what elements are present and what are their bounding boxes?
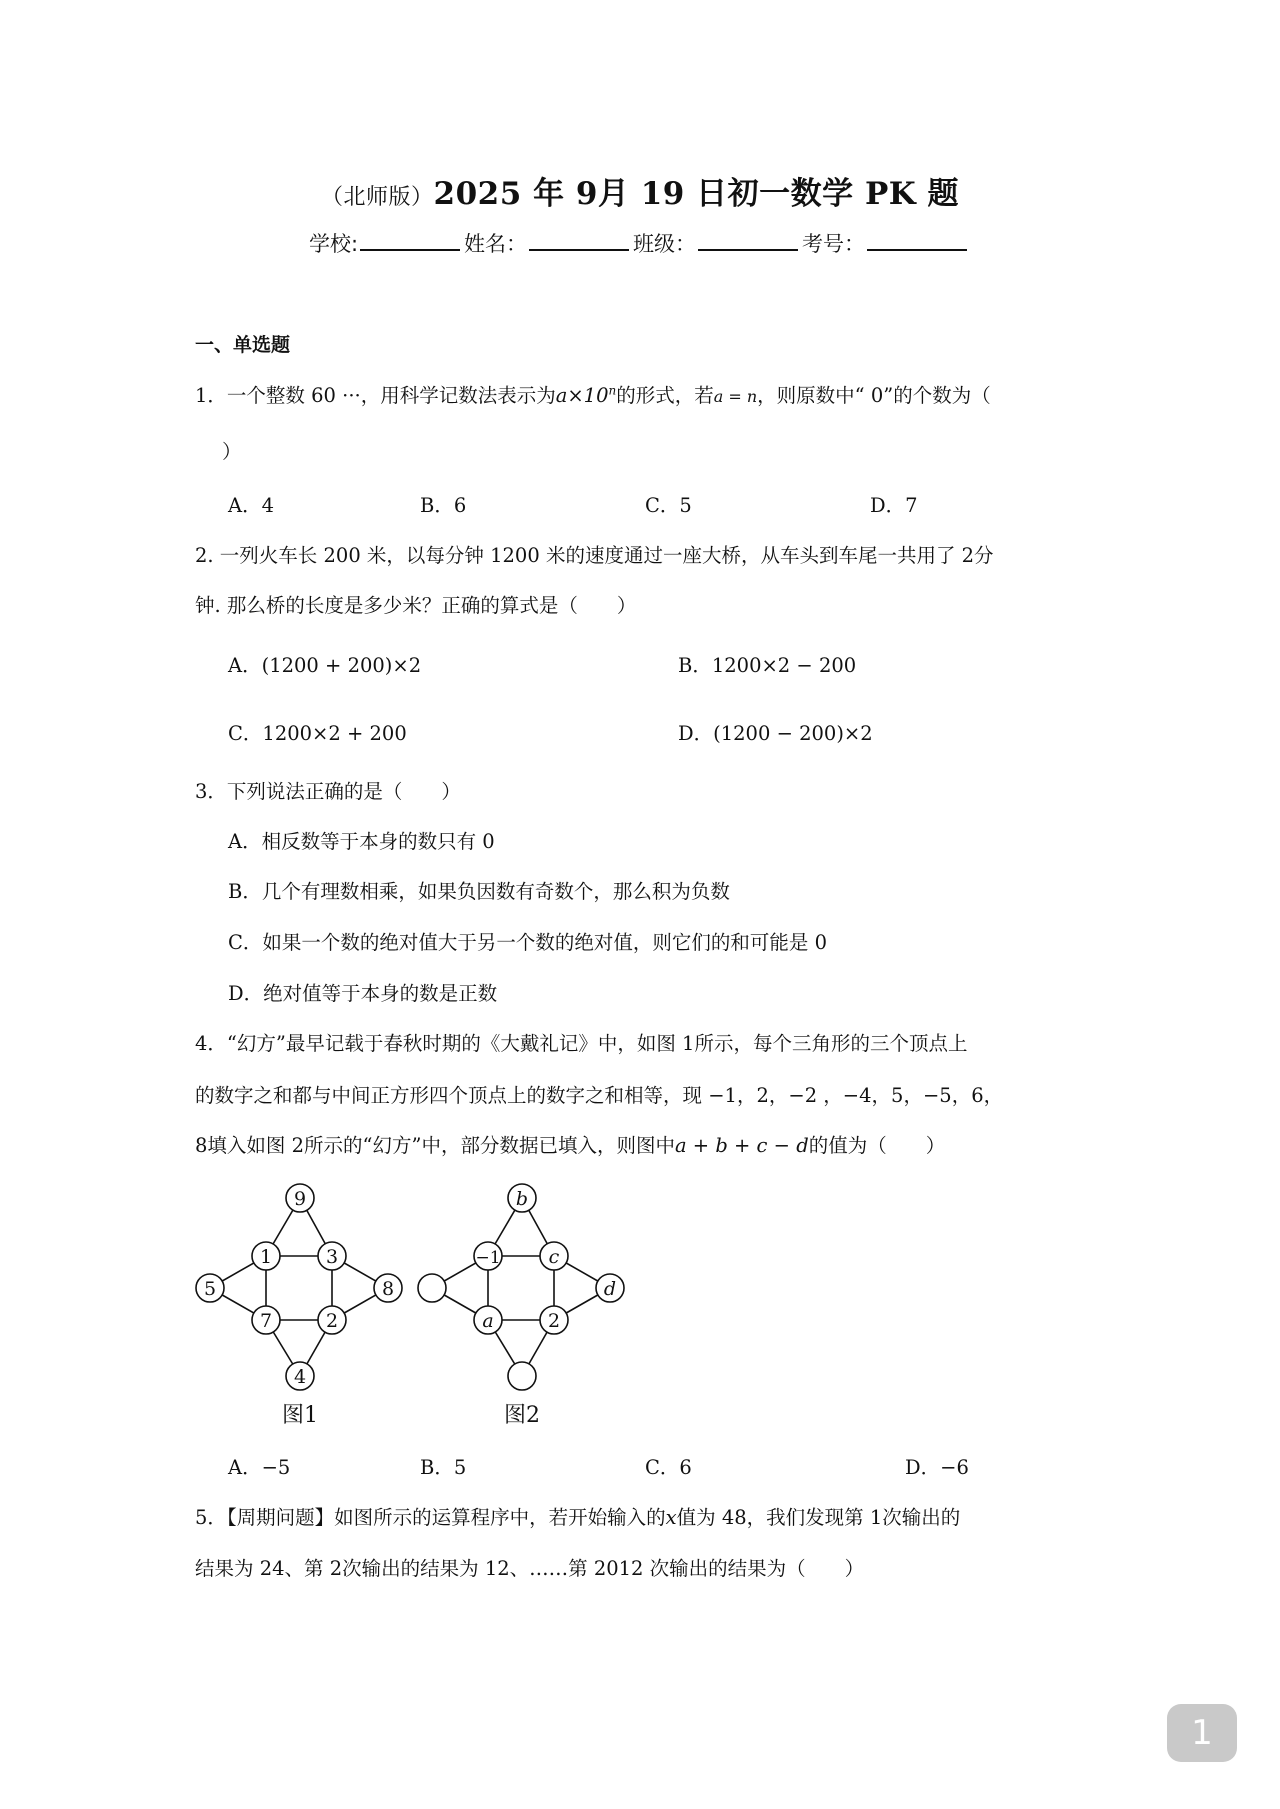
q2-option-c[interactable] — [228, 718, 407, 746]
q1-text-b: 的形式，若 — [616, 384, 714, 407]
q1-text-c: ，则原数中“ 0”的个数为（ — [757, 384, 991, 407]
q1-stem-line2: ） — [222, 440, 242, 463]
q2-option-c-expr: 1200×2 + 200 — [262, 722, 407, 745]
q4-option-b[interactable]: B．5 — [420, 1456, 467, 1479]
fig2-node-top: b — [515, 1188, 529, 1210]
class-label: 班级： — [633, 232, 697, 256]
fig1-node-lower-left: 7 — [259, 1310, 273, 1332]
fig1-node-top: 9 — [293, 1188, 307, 1210]
fig2-node-right: d — [603, 1278, 617, 1300]
fig1-node-upper-right: 3 — [325, 1246, 339, 1268]
q2-option-b-label: B． — [678, 654, 712, 677]
fig1-node-upper-left: 1 — [259, 1246, 273, 1268]
q5-text-b: 值为 48，我们发现第 1次输出的 — [676, 1506, 961, 1529]
q5-variable: x — [665, 1506, 677, 1529]
q3-option-d[interactable]: D．绝对值等于本身的数是正数 — [228, 982, 498, 1005]
fig1-caption: 图1 — [282, 1403, 318, 1428]
q3-option-b[interactable]: B．几个有理数相乘，如果负因数有奇数个，那么积为负数 — [228, 880, 730, 903]
q1-expr-sci: a×10 — [555, 384, 609, 407]
section-title: 一、单选题 — [195, 334, 291, 356]
q5-stem-line2: 结果为 24、第 2次输出的结果为 12、……第 2012 次输出的结果为（ ） — [195, 1557, 865, 1580]
q1-option-a[interactable]: A．4 — [228, 494, 274, 517]
q1-option-d[interactable]: D．7 — [870, 494, 918, 517]
page-number-badge[interactable]: 1 — [1167, 1704, 1237, 1762]
q5-stem-line1 — [195, 1502, 960, 1530]
q2-option-d[interactable] — [678, 718, 873, 746]
name-blank[interactable] — [529, 231, 629, 251]
fig2-nodes — [418, 1184, 624, 1390]
school-blank[interactable] — [360, 231, 460, 251]
fig1-node-bottom: 4 — [293, 1366, 307, 1388]
q4-stem-line1: 4．“幻方”最早记载于春秋时期的《大戴礼记》中，如图 1所示，每个三角形的三个顶点上 — [195, 1032, 968, 1055]
q3-stem: 3．下列说法正确的是（ ） — [195, 780, 461, 803]
q1-option-c[interactable]: C．5 — [645, 494, 692, 517]
q3-option-a[interactable]: A．相反数等于本身的数只有 0 — [228, 830, 495, 853]
q4-expr: a + b + c − d — [674, 1134, 809, 1157]
number-blank[interactable] — [867, 231, 967, 251]
q1-text-a: 1．一个整数 60 ···，用科学记数法表示为 — [195, 384, 556, 407]
fig1-node-lower-right: 2 — [325, 1310, 339, 1332]
q4-stem-line2: 的数字之和都与中间正方形四个顶点上的数字之和相等，现 −1，2，−2 ，−4，5，−5，6， — [195, 1084, 1004, 1107]
q2-option-a[interactable] — [228, 650, 421, 678]
fig2-node-lower-right: 2 — [547, 1310, 561, 1332]
q1-expr-exp: n — [608, 383, 617, 398]
title-main: 2025 年 9月 19 日初一数学 PK 题 — [433, 176, 959, 212]
q2-option-b[interactable] — [678, 650, 856, 678]
q4-option-d[interactable]: D．−6 — [905, 1456, 969, 1479]
q1-expr-eq: a = n — [713, 387, 758, 406]
q2-option-a-label: A． — [228, 654, 262, 677]
title-prefix: （北师版） — [320, 185, 434, 210]
q1-stem-line1 — [195, 380, 991, 408]
q2-option-d-expr: (1200 − 200)×2 — [713, 722, 873, 745]
fig1-node-right: 8 — [381, 1278, 395, 1300]
q4-option-a[interactable]: A．−5 — [228, 1456, 291, 1479]
fig1-node-left: 5 — [203, 1278, 217, 1300]
q2-option-c-label: C． — [228, 722, 263, 745]
fig1-nodes — [196, 1184, 402, 1390]
fig2-edges — [432, 1198, 610, 1376]
fig2-node-upper-right: c — [548, 1246, 560, 1268]
q2-stem-line1: 2. 一列火车长 200 米，以每分钟 1200 米的速度通过一座大桥，从车头到车尾一共用了 2分 — [195, 544, 994, 567]
fig2-node-upper-left: −1 — [475, 1248, 501, 1268]
name-label: 姓名： — [464, 232, 528, 256]
student-info-line — [0, 228, 1280, 258]
magic-square-figures — [190, 1176, 650, 1436]
q3-option-c[interactable]: C．如果一个数的绝对值大于另一个数的绝对值，则它们的和可能是 0 — [228, 931, 828, 954]
school-label: 学校: — [308, 232, 359, 256]
fig2-node-lower-left: a — [482, 1310, 494, 1332]
number-label: 考号： — [802, 232, 866, 256]
q2-option-d-label: D． — [678, 722, 714, 745]
q4-stem-line3 — [195, 1130, 945, 1158]
class-blank[interactable] — [698, 231, 798, 251]
q2-stem-line2: 钟. 那么桥的长度是多少米？正确的算式是（ ） — [195, 594, 637, 617]
q4-text-b: 的值为（ ） — [808, 1134, 946, 1157]
q4-text-a: 8填入如图 2所示的“幻方”中，部分数据已填入，则图中 — [195, 1134, 675, 1157]
page-title — [0, 168, 1280, 213]
q2-option-b-expr: 1200×2 − 200 — [711, 654, 857, 677]
fig2-caption: 图2 — [504, 1403, 540, 1428]
fig1-edges — [210, 1198, 388, 1376]
q2-option-a-expr: (1200 + 200)×2 — [261, 654, 422, 677]
q4-option-c[interactable]: C．6 — [645, 1456, 692, 1479]
q5-text-a: 5．【周期问题】如图所示的运算程序中，若开始输入的 — [195, 1506, 666, 1529]
q1-option-b[interactable]: B．6 — [420, 494, 467, 517]
